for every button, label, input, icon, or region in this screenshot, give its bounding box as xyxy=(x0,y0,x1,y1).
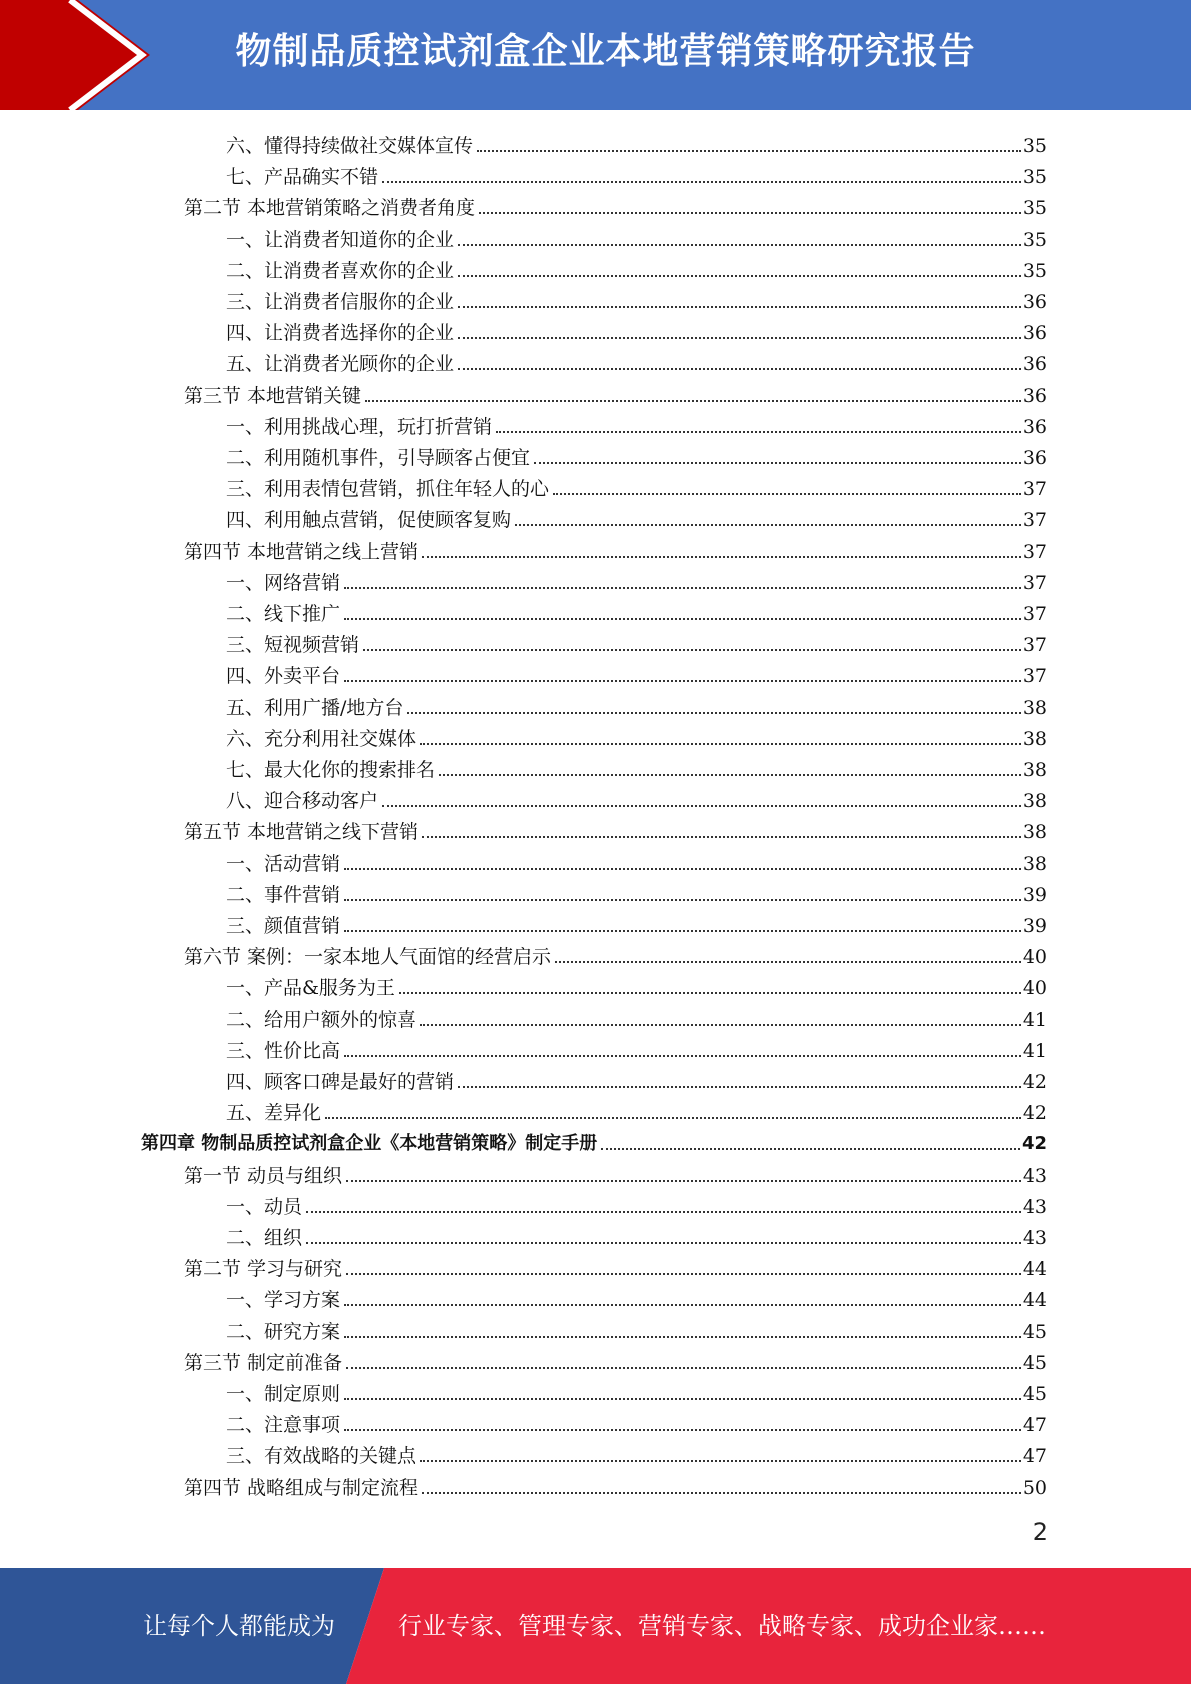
toc-dot-leader xyxy=(458,244,1021,246)
toc-entry-page: 43 xyxy=(1022,1165,1047,1187)
toc-subsection-entry[interactable] xyxy=(226,564,1047,595)
toc-dot-leader xyxy=(346,1273,1021,1275)
toc-section-entry[interactable] xyxy=(184,533,1047,564)
toc-entry-page: 42 xyxy=(1022,1102,1047,1124)
toc-subsection-entry[interactable] xyxy=(226,876,1047,907)
toc-dot-leader xyxy=(382,181,1021,183)
toc-entry-label: 第二节 本地营销策略之消费者角度 xyxy=(184,197,476,219)
toc-subsection-entry[interactable] xyxy=(226,595,1047,626)
toc-entry-page: 47 xyxy=(1022,1414,1047,1436)
toc-dot-leader xyxy=(553,493,1021,495)
toc-entry-label: 六、充分利用社交媒体 xyxy=(226,728,417,750)
toc-entry-page: 37 xyxy=(1022,478,1047,500)
toc-entry-label: 第六节 案例：一家本地人气面馆的经营启示 xyxy=(184,946,552,968)
toc-entry-page: 44 xyxy=(1022,1289,1047,1311)
toc-entry-page: 42 xyxy=(1022,1071,1047,1093)
toc-entry-page: 50 xyxy=(1022,1477,1047,1499)
toc-dot-leader xyxy=(477,150,1021,152)
toc-entry-label: 五、差异化 xyxy=(226,1102,322,1124)
toc-subsection-entry[interactable] xyxy=(226,1406,1047,1437)
toc-subsection-entry[interactable] xyxy=(226,221,1047,252)
toc-dot-leader xyxy=(344,899,1021,901)
toc-dot-leader xyxy=(344,618,1021,620)
toc-entry-label: 六、懂得持续做社交媒体宣传 xyxy=(226,135,474,157)
toc-entry-label: 八、迎合移动客户 xyxy=(226,790,379,812)
toc-entry-label: 三、短视频营销 xyxy=(226,634,360,656)
toc-dot-leader xyxy=(479,212,1021,214)
toc-entry-page: 37 xyxy=(1022,665,1047,687)
toc-section-entry[interactable] xyxy=(184,938,1047,969)
toc-entry-label: 一、制定原则 xyxy=(226,1383,341,1405)
toc-entry-page: 41 xyxy=(1022,1009,1047,1031)
toc-entry-page: 45 xyxy=(1022,1383,1047,1405)
toc-entry-page: 36 xyxy=(1022,322,1047,344)
toc-section-entry[interactable] xyxy=(184,1157,1047,1188)
toc-entry-label: 第三节 本地营销关键 xyxy=(184,385,362,407)
toc-chapter-entry[interactable] xyxy=(141,1125,1047,1156)
toc-subsection-entry[interactable] xyxy=(226,782,1047,813)
toc-subsection-entry[interactable] xyxy=(226,252,1047,283)
toc-subsection-entry[interactable] xyxy=(226,1094,1047,1125)
toc-dot-leader xyxy=(344,930,1021,932)
toc-subsection-entry[interactable] xyxy=(226,1437,1047,1468)
toc-entry-page: 37 xyxy=(1022,603,1047,625)
toc-dot-leader xyxy=(344,1304,1021,1306)
toc-entry-label: 三、性价比高 xyxy=(226,1040,341,1062)
footer-slogan-right: 行业专家、管理专家、营销专家、战略专家、成功企业家…… xyxy=(398,1612,1046,1640)
toc-entry-page: 35 xyxy=(1022,166,1047,188)
toc-subsection-entry[interactable] xyxy=(226,283,1047,314)
toc-entry-page: 35 xyxy=(1022,135,1047,157)
toc-dot-leader xyxy=(407,712,1020,714)
toc-dot-leader xyxy=(420,1460,1021,1462)
toc-dot-leader xyxy=(439,774,1021,776)
toc-dot-leader xyxy=(422,836,1021,838)
toc-entry-page: 36 xyxy=(1022,353,1047,375)
toc-entry-label: 二、线下推广 xyxy=(226,603,341,625)
toc-entry-label: 第一节 动员与组织 xyxy=(184,1165,343,1187)
toc-dot-leader xyxy=(306,1242,1021,1244)
toc-dot-leader xyxy=(420,743,1021,745)
toc-subsection-entry[interactable] xyxy=(226,1313,1047,1344)
toc-dot-leader xyxy=(382,805,1021,807)
toc-entry-page: 35 xyxy=(1022,197,1047,219)
toc-entry-label: 一、活动营销 xyxy=(226,853,341,875)
toc-entry-page: 43 xyxy=(1022,1196,1047,1218)
toc-entry-page: 44 xyxy=(1022,1258,1047,1280)
toc-subsection-entry[interactable] xyxy=(226,1188,1047,1219)
toc-entry-label: 二、让消费者喜欢你的企业 xyxy=(226,260,455,282)
document-title: 物制品质控试剂盒企业本地营销策略研究报告 xyxy=(235,31,976,72)
toc-entry-label: 二、研究方案 xyxy=(226,1321,341,1343)
toc-entry-page: 38 xyxy=(1022,759,1047,781)
toc-entry-page: 38 xyxy=(1022,790,1047,812)
toc-entry-page: 38 xyxy=(1022,853,1047,875)
toc-entry-label: 第四节 本地营销之线上营销 xyxy=(184,541,419,563)
toc-entry-label: 第三节 制定前准备 xyxy=(184,1352,343,1374)
toc-entry-label: 三、有效战略的关键点 xyxy=(226,1445,417,1467)
toc-entry-label: 三、让消费者信服你的企业 xyxy=(226,291,455,313)
toc-section-entry[interactable] xyxy=(184,1344,1047,1375)
toc-subsection-entry[interactable] xyxy=(226,845,1047,876)
toc-entry-page: 40 xyxy=(1022,977,1047,999)
toc-entry-label: 一、学习方案 xyxy=(226,1289,341,1311)
toc-dot-leader xyxy=(601,1148,1020,1150)
toc-dot-leader xyxy=(458,368,1021,370)
toc-entry-page: 47 xyxy=(1022,1445,1047,1467)
toc-dot-leader xyxy=(325,1117,1021,1119)
toc-entry-page: 36 xyxy=(1022,291,1047,313)
footer-banner xyxy=(0,1568,1191,1684)
toc-entry-page: 39 xyxy=(1022,884,1047,906)
toc-dot-leader xyxy=(555,961,1021,963)
toc-section-entry[interactable] xyxy=(184,189,1047,220)
toc-dot-leader xyxy=(458,275,1021,277)
toc-subsection-entry[interactable] xyxy=(226,408,1047,439)
toc-entry-page: 36 xyxy=(1022,385,1047,407)
toc-entry-page: 37 xyxy=(1022,634,1047,656)
toc-dot-leader xyxy=(344,868,1021,870)
toc-entry-page: 36 xyxy=(1022,416,1047,438)
toc-entry-page: 45 xyxy=(1022,1352,1047,1374)
toc-entry-label: 三、颜值营销 xyxy=(226,915,341,937)
toc-entry-page: 35 xyxy=(1022,229,1047,251)
toc-entry-page: 37 xyxy=(1022,572,1047,594)
toc-dot-leader xyxy=(344,587,1021,589)
toc-entry-page: 38 xyxy=(1022,728,1047,750)
toc-subsection-entry[interactable] xyxy=(226,501,1047,532)
toc-entry-page: 45 xyxy=(1022,1321,1047,1343)
toc-subsection-entry[interactable] xyxy=(226,907,1047,938)
toc-subsection-entry[interactable] xyxy=(226,1001,1047,1032)
toc-entry-label: 二、注意事项 xyxy=(226,1414,341,1436)
toc-dot-leader xyxy=(346,1367,1021,1369)
toc-subsection-entry[interactable] xyxy=(226,127,1047,158)
toc-entry-page: 37 xyxy=(1022,541,1047,563)
toc-subsection-entry[interactable] xyxy=(226,720,1047,751)
toc-entry-page: 37 xyxy=(1022,509,1047,531)
toc-dot-leader xyxy=(344,1055,1021,1057)
toc-entry-label: 第五节 本地营销之线下营销 xyxy=(184,821,419,843)
toc-entry-label: 一、网络营销 xyxy=(226,572,341,594)
toc-section-entry[interactable] xyxy=(184,1469,1047,1500)
toc-subsection-entry[interactable] xyxy=(226,1063,1047,1094)
toc-entry-label: 四、顾客口碑是最好的营销 xyxy=(226,1071,455,1093)
toc-subsection-entry[interactable] xyxy=(226,689,1047,720)
toc-dot-leader xyxy=(422,1492,1021,1494)
toc-entry-label: 一、动员 xyxy=(226,1196,303,1218)
toc-subsection-entry[interactable] xyxy=(226,314,1047,345)
toc-section-entry[interactable] xyxy=(184,1250,1047,1281)
toc-entry-label: 七、产品确实不错 xyxy=(226,166,379,188)
toc-section-entry[interactable] xyxy=(184,813,1047,844)
toc-entry-page: 40 xyxy=(1022,946,1047,968)
toc-entry-label: 二、组织 xyxy=(226,1227,303,1249)
toc-entry-label: 二、给用户额外的惊喜 xyxy=(226,1009,417,1031)
toc-dot-leader xyxy=(458,337,1021,339)
toc-entry-label: 一、让消费者知道你的企业 xyxy=(226,229,455,251)
toc-entry-label: 二、事件营销 xyxy=(226,884,341,906)
toc-dot-leader xyxy=(306,1211,1021,1213)
toc-subsection-entry[interactable] xyxy=(226,969,1047,1000)
toc-entry-page: 42 xyxy=(1021,1133,1047,1154)
header-banner xyxy=(0,0,1191,110)
toc-entry-label: 四、外卖平台 xyxy=(226,665,341,687)
toc-dot-leader xyxy=(496,431,1021,433)
toc-dot-leader xyxy=(363,649,1021,651)
toc-dot-leader xyxy=(534,462,1021,464)
toc-subsection-entry[interactable] xyxy=(226,1219,1047,1250)
toc-entry-label: 第四节 战略组成与制定流程 xyxy=(184,1477,419,1499)
toc-dot-leader xyxy=(344,1429,1021,1431)
toc-entry-label: 第四章 物制品质控试剂盒企业《本地营销策略》制定手册 xyxy=(141,1133,598,1154)
toc-entry-label: 四、利用触点营销，促使顾客复购 xyxy=(226,509,512,531)
toc-entry-label: 三、利用表情包营销，抓住年轻人的心 xyxy=(226,478,550,500)
toc-dot-leader xyxy=(399,992,1021,994)
toc-entry-label: 第二节 学习与研究 xyxy=(184,1258,343,1280)
toc-subsection-entry[interactable] xyxy=(226,439,1047,470)
toc-entry-page: 38 xyxy=(1022,821,1047,843)
toc-dot-leader xyxy=(422,556,1021,558)
toc-subsection-entry[interactable] xyxy=(226,657,1047,688)
toc-subsection-entry[interactable] xyxy=(226,626,1047,657)
page-number: 2 xyxy=(1032,1518,1048,1546)
toc-dot-leader xyxy=(344,1336,1021,1338)
toc-entry-label: 一、产品&服务为王 xyxy=(226,977,395,999)
toc-entry-page: 38 xyxy=(1022,697,1047,719)
toc-dot-leader xyxy=(346,1180,1021,1182)
toc-entry-page: 41 xyxy=(1022,1040,1047,1062)
toc-entry-label: 五、利用广播/地方台 xyxy=(226,697,404,719)
toc-entry-page: 39 xyxy=(1022,915,1047,937)
toc-subsection-entry[interactable] xyxy=(226,470,1047,501)
toc-subsection-entry[interactable] xyxy=(226,1375,1047,1406)
toc-entry-label: 二、利用随机事件，引导顾客占便宜 xyxy=(226,447,531,469)
toc-section-entry[interactable] xyxy=(184,377,1047,408)
toc-entry-label: 一、利用挑战心理，玩打折营销 xyxy=(226,416,493,438)
toc-dot-leader xyxy=(344,680,1021,682)
toc-subsection-entry[interactable] xyxy=(226,158,1047,189)
toc-subsection-entry[interactable] xyxy=(226,751,1047,782)
toc-subsection-entry[interactable] xyxy=(226,345,1047,376)
toc-entry-page: 35 xyxy=(1022,260,1047,282)
toc-entry-label: 四、让消费者选择你的企业 xyxy=(226,322,455,344)
toc-entry-label: 七、最大化你的搜索排名 xyxy=(226,759,436,781)
toc-dot-leader xyxy=(458,1086,1021,1088)
toc-entry-label: 五、让消费者光顾你的企业 xyxy=(226,353,455,375)
toc-subsection-entry[interactable] xyxy=(226,1281,1047,1312)
footer-slogan-left: 让每个人都能成为 xyxy=(143,1612,335,1640)
toc-dot-leader xyxy=(344,1398,1021,1400)
toc-dot-leader xyxy=(365,400,1021,402)
toc-dot-leader xyxy=(458,306,1021,308)
toc-subsection-entry[interactable] xyxy=(226,1032,1047,1063)
toc-dot-leader xyxy=(515,524,1021,526)
toc-entry-page: 36 xyxy=(1022,447,1047,469)
toc-entry-page: 43 xyxy=(1022,1227,1047,1249)
toc-dot-leader xyxy=(420,1024,1021,1026)
